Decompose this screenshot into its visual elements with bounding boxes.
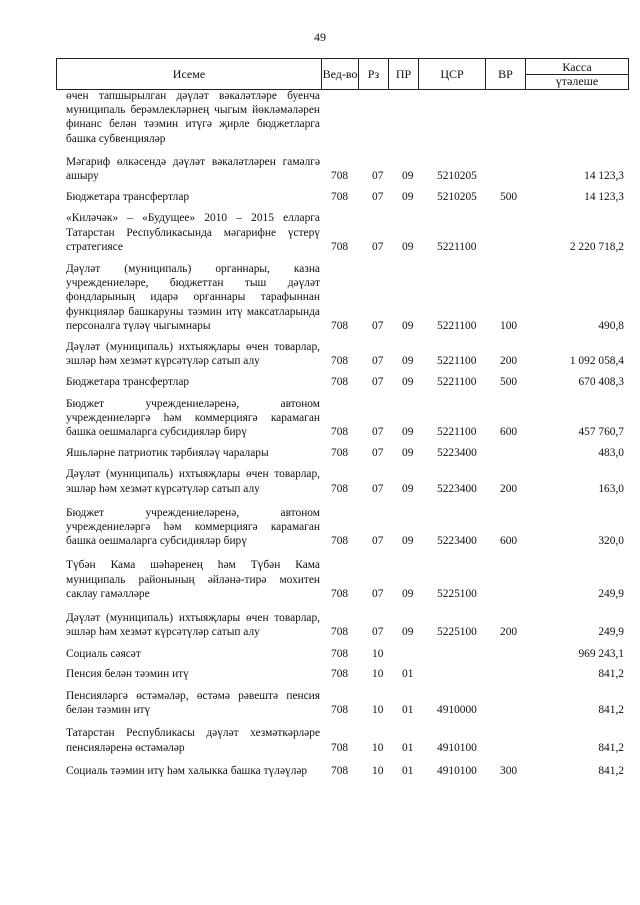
row-ved: 708 <box>331 587 349 600</box>
row-pr: 09 <box>402 426 414 439</box>
header-kassa-bottom: үтәлеше <box>526 74 628 88</box>
row-amount: 249,9 <box>598 587 624 600</box>
row-vr: 600 <box>500 535 518 548</box>
row-name: Бюджет учреждениеләренә, автоном учреждениеләргә һәм коммерциягә карамаган башка оешмаларга субсидияләр бирү <box>66 397 320 439</box>
row-amount: 670 408,3 <box>578 376 624 389</box>
row-amount: 457 760,7 <box>578 426 624 439</box>
row-csr: 5225100 <box>437 587 477 600</box>
row-amount: 483,0 <box>598 447 624 460</box>
table-row <box>66 446 626 460</box>
row-rz: 10 <box>372 741 384 754</box>
row-ved: 708 <box>331 376 349 389</box>
row-vr: 200 <box>500 355 518 368</box>
table-row <box>66 506 626 549</box>
row-name: Мәгариф өлкәсендә дәүләт вәкаләтләрен гамәлгә ашыру <box>66 155 320 183</box>
table-row <box>66 558 626 601</box>
row-name: «Киләчәк» – «Будущее» 2010 – 2015 елларга Татарстан Республикасында мәгарифне үстерү стратегиясе <box>66 212 320 253</box>
row-ved: 708 <box>331 764 349 777</box>
row-amount: 14 123,3 <box>584 170 624 183</box>
table-row <box>66 667 626 681</box>
row-pr: 01 <box>402 764 414 777</box>
row-vr: 500 <box>500 191 518 204</box>
row-rz: 07 <box>372 535 384 548</box>
row-ved: 708 <box>331 482 349 495</box>
table-row <box>66 611 626 639</box>
header-name: Исеме <box>57 59 322 90</box>
row-vr: 300 <box>500 764 518 777</box>
table-row <box>66 262 626 333</box>
row-csr: 5221100 <box>437 426 477 439</box>
row-rz: 10 <box>372 764 384 777</box>
row-pr: 09 <box>402 355 414 368</box>
row-name: Дәүләт (муниципаль) ихтыяҗлары өчен товарлар, эшләр һәм хезмәт күрсәтүләр сатып алу <box>66 612 320 639</box>
table-row <box>66 155 626 183</box>
table-row <box>66 764 626 778</box>
row-ved: 708 <box>331 647 349 660</box>
row-vr: 200 <box>500 626 518 639</box>
row-ved: 708 <box>331 626 349 639</box>
row-amount: 1 092 058,4 <box>569 355 624 368</box>
row-rz: 07 <box>372 170 384 183</box>
row-ved: 708 <box>331 426 349 439</box>
row-name: Пенсияләргә өстәмәләр, өстәмә рәвештә пенсия белән тәэмин итү <box>66 689 320 717</box>
row-csr: 5221100 <box>437 355 477 368</box>
page-number: 49 <box>314 30 326 44</box>
row-rz: 07 <box>372 191 384 204</box>
row-amount: 841,2 <box>598 667 624 680</box>
row-csr: 5210205 <box>437 170 477 183</box>
row-pr: 09 <box>402 319 414 332</box>
row-csr: 4910100 <box>437 741 477 754</box>
row-csr: 5210205 <box>437 191 477 204</box>
row-amount: 2 220 718,2 <box>569 240 624 253</box>
header-pr: ПР <box>389 59 419 90</box>
row-csr: 5221100 <box>437 319 477 332</box>
row-csr: 5223400 <box>437 535 477 548</box>
row-rz: 10 <box>372 704 384 717</box>
row-rz: 07 <box>372 447 384 460</box>
row-amount: 490,8 <box>598 319 624 332</box>
row-ved: 708 <box>331 355 349 368</box>
row-pr: 09 <box>402 170 414 183</box>
table-row <box>66 467 626 495</box>
row-pr: 09 <box>402 482 414 495</box>
row-amount: 14 123,3 <box>584 191 624 204</box>
row-rz: 07 <box>372 426 384 439</box>
row-csr: 5221100 <box>437 376 477 389</box>
row-ved: 708 <box>331 319 349 332</box>
row-ved: 708 <box>331 191 349 204</box>
row-name: Социаль тәэмин итү һәм халыкка башка түләүләр <box>66 764 308 777</box>
row-rz: 07 <box>372 626 384 639</box>
row-rz: 10 <box>372 647 384 660</box>
row-name: Түбән Кама шәһәренең һәм Түбән Кама муниципаль районының әйләнә-тирә мохитен саклау гамәлләре <box>66 559 320 600</box>
row-vr: 600 <box>500 426 518 439</box>
row-ved: 708 <box>331 667 349 680</box>
table-header <box>56 58 629 90</box>
row-csr: 5223400 <box>437 482 477 495</box>
row-rz: 07 <box>372 240 384 253</box>
row-csr: 5223400 <box>437 447 477 460</box>
table-body <box>66 89 626 778</box>
row-amount: 841,2 <box>598 741 624 754</box>
row-csr: 5225100 <box>437 626 477 639</box>
table-row <box>66 375 626 389</box>
row-csr: 5221100 <box>437 240 477 253</box>
header-ved: Вед-во <box>322 59 359 90</box>
row-name: Дәүләт (муниципаль) ихтыяҗлары өчен товарлар, эшләр һәм хезмәт күрсәтүләр сатып алу <box>66 341 320 368</box>
row-name: Бюджетара трансфертлар <box>66 376 190 389</box>
row-ved: 708 <box>331 704 349 717</box>
row-name: Бюджетара трансфертлар <box>66 191 190 204</box>
row-ved: 708 <box>331 170 349 183</box>
row-amount: 841,2 <box>598 704 624 717</box>
row-name: Татарстан Республикасы дәүләт хезмәткәрләре пенсияләренә өстәмәләр <box>66 727 320 754</box>
row-amount: 969 243,1 <box>578 647 624 660</box>
row-pr: 09 <box>402 587 414 600</box>
row-name: Яшьләрне патриотик тәрбияләү чаралары <box>66 447 269 460</box>
row-rz: 07 <box>372 482 384 495</box>
row-rz: 07 <box>372 587 384 600</box>
row-amount: 841,2 <box>598 764 624 777</box>
row-name: Дәүләт (муниципаль) органнары, казна учреждениеләре, бюджеттан тыш дәүләт фондларының идарә органнары тарафыннан функцияләр башкаруны тәэмин итү максатларында персоналга түләү чыгымнары <box>66 263 320 332</box>
row-vr: 100 <box>500 319 518 332</box>
row-amount: 320,0 <box>598 535 624 548</box>
row-pr: 09 <box>402 191 414 204</box>
row-name: Социаль сәясәт <box>66 647 141 660</box>
table-row <box>66 340 626 368</box>
row-csr: 4910100 <box>437 764 477 777</box>
row-pr: 09 <box>402 376 414 389</box>
row-pr: 01 <box>402 667 414 680</box>
table-row <box>66 689 626 717</box>
row-name: Пенсия белән тәэмин итү <box>66 667 189 680</box>
row-rz: 07 <box>372 319 384 332</box>
row-pr: 09 <box>402 626 414 639</box>
table-row <box>66 89 626 146</box>
row-ved: 708 <box>331 447 349 460</box>
header-kassa-top: Касса <box>562 59 592 74</box>
row-rz: 07 <box>372 376 384 389</box>
header-vr: ВР <box>486 59 526 90</box>
table-row <box>66 647 626 661</box>
table-row <box>66 726 626 754</box>
row-csr: 4910000 <box>437 704 477 717</box>
row-amount: 163,0 <box>598 482 624 495</box>
header-csr: ЦСР <box>419 59 486 90</box>
row-pr: 01 <box>402 741 414 754</box>
row-name: Бюджет учреждениеләренә, автоном учреждениеләргә һәм коммерциягә карамаган башка оешмаларга субсидияләр бирү <box>66 506 320 548</box>
row-rz: 10 <box>372 667 384 680</box>
row-ved: 708 <box>331 741 349 754</box>
table-row <box>66 211 626 254</box>
row-rz: 07 <box>372 355 384 368</box>
header-rz: Рз <box>359 59 389 90</box>
row-vr: 500 <box>500 376 518 389</box>
header-kassa <box>526 59 629 90</box>
table-row <box>66 190 626 204</box>
row-name: өчен тапшырылган дәүләт вәкаләтләре буенча муниципаль берәмлекләрнең чыгым йөкләмәләрен финанс белән тәэмин итүгә җирле бюджетларга башка субвенцияләр <box>66 90 320 145</box>
row-name: Дәүләт (муниципаль) ихтыяҗлары өчен товарлар, эшләр һәм хезмәт күрсәтүләр сатып алу <box>66 468 320 495</box>
table-row <box>66 397 626 440</box>
row-ved: 708 <box>331 240 349 253</box>
row-ved: 708 <box>331 535 349 548</box>
row-vr: 200 <box>500 482 518 495</box>
row-pr: 09 <box>402 447 414 460</box>
row-amount: 249,9 <box>598 626 624 639</box>
row-pr: 09 <box>402 535 414 548</box>
row-pr: 09 <box>402 240 414 253</box>
row-pr: 01 <box>402 704 414 717</box>
